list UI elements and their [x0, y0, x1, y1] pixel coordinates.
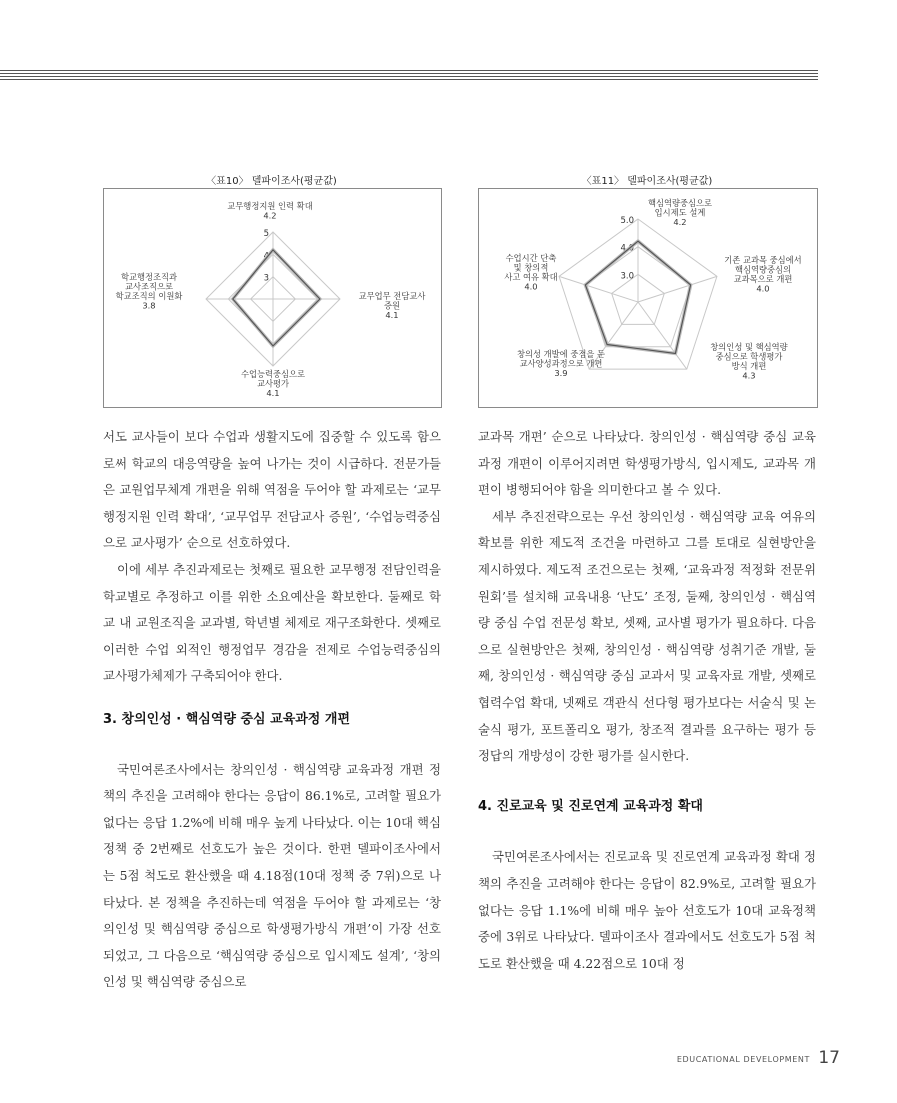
right-paragraph-1: 교과목 개편’ 순으로 나타났다. 창의인성 · 핵심역량 중심 교육과정 개편이 이루어지려면 학생평가방식, 입시제도, 교과목 개편이 병행되어야 함을 의미한다고 볼 수 있다.: [478, 429, 816, 498]
category-label: 교사양성과정으로 개편: [519, 358, 603, 369]
section-heading-3: 3. 창의인성 · 핵심역량 중심 교육과정 개편: [103, 711, 351, 727]
page-number: 17: [818, 1048, 840, 1068]
category-label: 중심으로 학생평가: [715, 351, 783, 362]
axis-tick-label: 4.0: [620, 243, 634, 254]
category-label: 학교조직의 이원화: [115, 291, 183, 301]
chart-title-table11: 〈표11〉 델파이조사(평균값): [581, 176, 713, 187]
category-label: 핵심역량중심의: [734, 264, 792, 275]
value-label: 4.0: [756, 283, 770, 294]
left-column: [103, 424, 441, 996]
section-heading-4: 4. 진로교육 및 진로연계 교육과정 확대: [478, 798, 703, 814]
axis-spoke: [638, 276, 717, 302]
value-label: 4.2: [263, 210, 277, 221]
category-label: 교무업무 전담교사: [358, 291, 426, 301]
category-label: 학교행정조직과: [120, 272, 178, 282]
category-label: 사고 여유 확대: [504, 272, 558, 282]
chart-title-table10: 〈표10〉 델파이조사(평균값): [206, 176, 337, 187]
category-label: 방식 개편: [731, 361, 767, 371]
category-label: 수업능력중심으로: [240, 369, 306, 379]
right-paragraph-3: 국민여론조사에서는 진로교육 및 진로연계 교육과정 확대 정책의 추진을 고려해야 한다는 응답이 82.9%로, 고려할 필요가 없다는 응답 1.1%에 비해 매우 높아 선호도가 10대 교육정책 중에 3위로 나타났다. 델파이조사 결과에서도 선호도가 5점 척도로 환산했을 때 4.22점으로 10대 정: [478, 849, 816, 971]
category-label: 교과목으로 개편: [733, 274, 793, 284]
axis-tick-label: 5: [263, 229, 269, 239]
radar-chart-table10-svg: [104, 189, 441, 407]
radar-chart-table11-svg: [479, 189, 817, 407]
left-paragraph-1: 서도 교사들이 보다 수업과 생활지도에 집중할 수 있도록 함으로써 학교의 대응역량을 높여 나가는 것이 시급하다. 전문가들은 교원업무체계 개편을 위해 역점을 두어야 할 과제로는 ‘교무행정지원 인력 확대’, ‘교무업무 전담교사 증원’, ‘수업능력중심으로 교사평가’ 순으로 선호하였다.: [103, 429, 441, 551]
category-label: 교사조직으로: [124, 281, 174, 292]
category-label: 증원: [383, 300, 401, 311]
category-label: 기존 교과목 중심에서: [724, 255, 802, 265]
radar-chart-table11: [478, 188, 818, 408]
category-label: 수업시간 단축: [505, 253, 557, 263]
right-paragraph-2: 세부 추진전략으로는 우선 창의인성 · 핵심역량 교육 여유의 확보를 위한 제도적 조건을 마련하고 그를 토대로 실현방안을 제시하였다. 제도적 조건으로는 첫째, ‘교육과정 적정화 전문위원회’를 설치해 교육내용 ‘난도’ 조정, 둘째, 창의인성 · 핵심역량 중심 수업 전문성 확보, 셋째, 교사별 평가가 필요하다. 다음으로 실현방안은 첫째, 창의인성 · 핵심역량 성취기준 개발, 둘째, 창의인성 · 핵심역량 중심 교과서 및 교육자료 개발, 셋째로 협력수업 확대, 넷째로 객관식 선다형 평가보다는 서술식 및 논술식 평가, 포트폴리오 평가, 창조적 결과를 요구하는 평가 등 정답의 개방성이 강한 평가를 실시한다.: [478, 508, 816, 764]
value-label: 4.2: [673, 217, 687, 227]
value-label: 4.1: [266, 388, 280, 398]
value-label: 4.3: [742, 370, 756, 381]
category-label: 창의인성 및 핵심역량: [710, 342, 788, 352]
header-rule: [0, 70, 818, 81]
category-label: 핵심역량중심으로: [647, 198, 713, 208]
left-paragraph-3: 국민여론조사에서는 창의인성 · 핵심역량 교육과정 개편 정책의 추진을 고려해야 한다는 응답이 86.1%로, 고려할 필요가 없다는 응답 1.2%에 비해 매우 높게 나타났다. 이는 10대 핵심정책 중 2번째로 선호도가 높은 것이다. 한편 델파이조사에서는 5점 척도로 환산했을 때 4.18점(10대 정책 중 7위)으로 나타났다. 본 정책을 추진하는데 역점을 두어야 할 과제로는 ‘창의인성 및 핵심역량 중심으로 학생평가방식 개편’이 가장 선호되었고, 그 다음으로 ‘핵심역량 중심으로 입시제도 설계’, ‘창의인성 및 핵심역량 중심으로: [103, 761, 441, 990]
axis-tick-label: 4: [263, 251, 269, 262]
value-label: 3.9: [554, 368, 568, 378]
category-label: 창의성 개발에 중점을 둔: [516, 349, 606, 359]
right-column: [478, 424, 816, 977]
axis-tick-label: 3.0: [620, 271, 634, 282]
radar-chart-table10: [103, 188, 442, 408]
category-label: 교무행정지원 인력 확대: [227, 201, 313, 211]
left-paragraph-2: 이에 세부 추진과제로는 첫째로 필요한 교무행정 전담인력을 학교별로 추정하고 이를 위한 소요예산을 확보한다. 둘째로 학교 내 교원조직을 교과별, 학년별 체제로 재구조화한다. 셋째로 이러한 수업 외적인 행정업무 경감을 전제로 수업능력중심의 교사평가체제가 구축되어야 한다.: [103, 561, 441, 684]
footer-label: EDUCATIONAL DEVELOPMENT: [676, 1055, 810, 1064]
axis-tick-label: 5.0: [620, 216, 634, 226]
value-label: 3.8: [142, 300, 156, 311]
category-label: 및 창의적: [513, 262, 549, 273]
value-label: 4.0: [524, 281, 538, 292]
axis-tick-label: 3: [263, 273, 269, 284]
category-label: 교사평가: [256, 378, 290, 389]
value-label: 4.1: [385, 310, 399, 320]
category-label: 입시제도 설계: [654, 207, 706, 218]
